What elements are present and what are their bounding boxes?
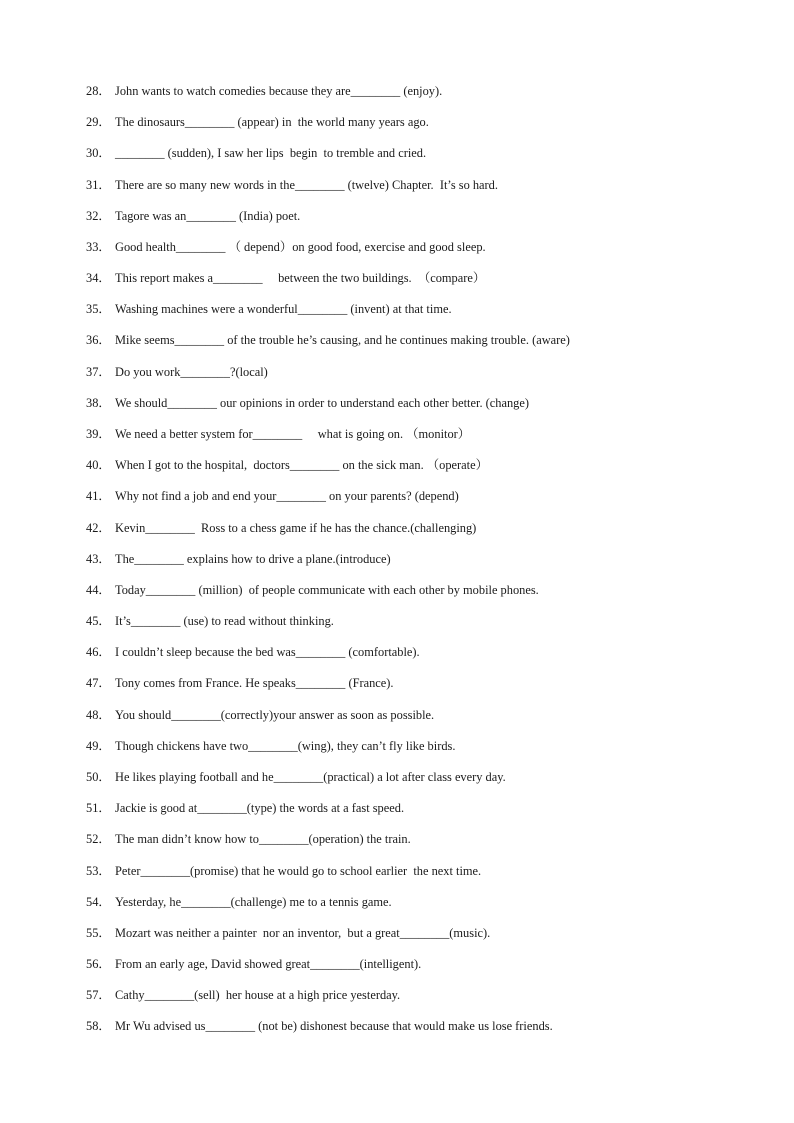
question-item [86,925,490,941]
question-number: 32． [86,208,111,223]
question-number: 41． [86,489,111,504]
question-item [86,956,421,972]
question-item [86,800,404,816]
question-number: 56． [86,957,111,972]
question-number: 51． [86,801,111,816]
question-item [86,1018,553,1034]
question-number: 31． [86,177,111,192]
question-item [86,270,485,286]
question-text: Tony comes from France. He speaks________ (France). [115,676,394,691]
question-text: Good health________ （ depend）on good food, exercise and good sleep. [115,239,486,254]
question-item [86,738,455,754]
question-item [86,488,459,504]
question-text: From an early age, David showed great________(intelligent). [115,957,422,972]
question-text: Cathy________(sell) her house at a high price yesterday. [115,988,401,1003]
question-number: 46． [86,645,111,660]
question-text: Mozart was neither a painter nor an inventor, but a great________(music). [115,925,491,940]
question-text: You should________(correctly)your answer as soon as possible. [115,707,435,722]
question-text: Though chickens have two________(wing), they can’t fly like birds. [115,738,456,753]
question-text: Why not find a job and end your________ on your parents? (depend) [115,489,459,504]
question-item [86,520,476,536]
question-item [86,145,426,161]
question-item [86,769,506,785]
question-number: 45． [86,614,111,629]
question-text: John wants to watch comedies because they are________ (enjoy). [115,84,443,98]
question-text: Tagore was an________ (India) poet. [115,208,301,223]
question-item [86,987,400,1003]
question-item [86,863,481,879]
question-number: 36． [86,333,111,348]
question-number: 58． [86,1019,111,1034]
question-text: When I got to the hospital, doctors________ on the sick man. （operate） [115,458,489,473]
question-number: 33． [86,239,111,254]
question-text: The________ explains how to drive a plane.(introduce) [115,551,391,566]
question-text: ________ (sudden), I saw her lips begin to tremble and cried. [115,146,427,161]
question-number: 50． [86,769,111,784]
question-text: He likes playing football and he________(practical) a lot after class every day. [115,769,506,784]
question-text: Mike seems________ of the trouble he’s causing, and he continues making trouble. (aware) [115,333,570,348]
question-item [86,395,529,411]
question-number: 52． [86,832,111,847]
question-item [86,551,391,567]
question-item [86,177,498,193]
question-text: It’s________ (use) to read without thinking. [115,614,334,629]
question-item [86,426,470,442]
question-number: 47． [86,676,111,691]
question-text: Do you work________?(local) [115,364,268,379]
question-number: 42． [86,520,111,535]
question-number: 38． [86,395,111,410]
question-item [86,332,570,348]
question-item [86,675,394,691]
question-item [86,613,334,629]
question-number: 40． [86,458,111,473]
question-number: 49． [86,738,111,753]
question-number: 44． [86,582,111,597]
question-text: We should________ our opinions in order to understand each other better. (change) [115,395,529,410]
question-text: Mr Wu advised us________ (not be) dishonest because that would make us lose friends. [115,1019,553,1034]
question-number: 43． [86,551,111,566]
question-item [86,364,268,380]
question-item [86,239,486,255]
question-item [86,208,300,224]
question-item [86,644,420,660]
question-item [86,457,488,473]
question-text: We need a better system for________ what is going on. （monitor） [115,426,471,441]
question-text: There are so many new words in the________ (twelve) Chapter. It’s so hard. [115,177,498,192]
question-text: Washing machines were a wonderful________ (invent) at that time. [115,302,452,317]
question-item [86,114,429,130]
question-text: Yesterday, he________(challenge) me to a tennis game. [115,894,392,909]
question-item [86,831,411,847]
question-number: 29． [86,115,111,130]
question-item [86,301,452,317]
question-number: 55． [86,925,111,940]
question-text: Jackie is good at________(type) the words at a fast speed. [115,801,405,816]
question-text: This report makes a________ between the two buildings. （compare） [115,271,486,286]
question-number: 39． [86,426,111,441]
question-number: 30． [86,146,111,161]
question-number: 37． [86,364,111,379]
question-item [86,582,539,598]
question-item [86,83,442,99]
question-text: Today________ (million) of people communicate with each other by mobile phones. [115,582,539,597]
question-text: The dinosaurs________ (appear) in the world many years ago. [115,115,429,130]
question-item [86,894,392,910]
question-text: Peter________(promise) that he would go to school earlier the next time. [115,863,482,878]
question-text: The man didn’t know how to________(operation) the train. [115,832,411,847]
question-item [86,707,434,723]
question-text: I couldn’t sleep because the bed was________ (comfortable). [115,645,420,660]
question-text: Kevin________ Ross to a chess game if he has the chance.(challenging) [115,520,477,535]
question-number: 34． [86,271,111,286]
question-number: 35． [86,302,111,317]
question-number: 57． [86,988,111,1003]
question-number: 28． [86,84,111,98]
question-number: 53． [86,863,111,878]
question-number: 48． [86,707,111,722]
question-number: 54． [86,894,111,909]
